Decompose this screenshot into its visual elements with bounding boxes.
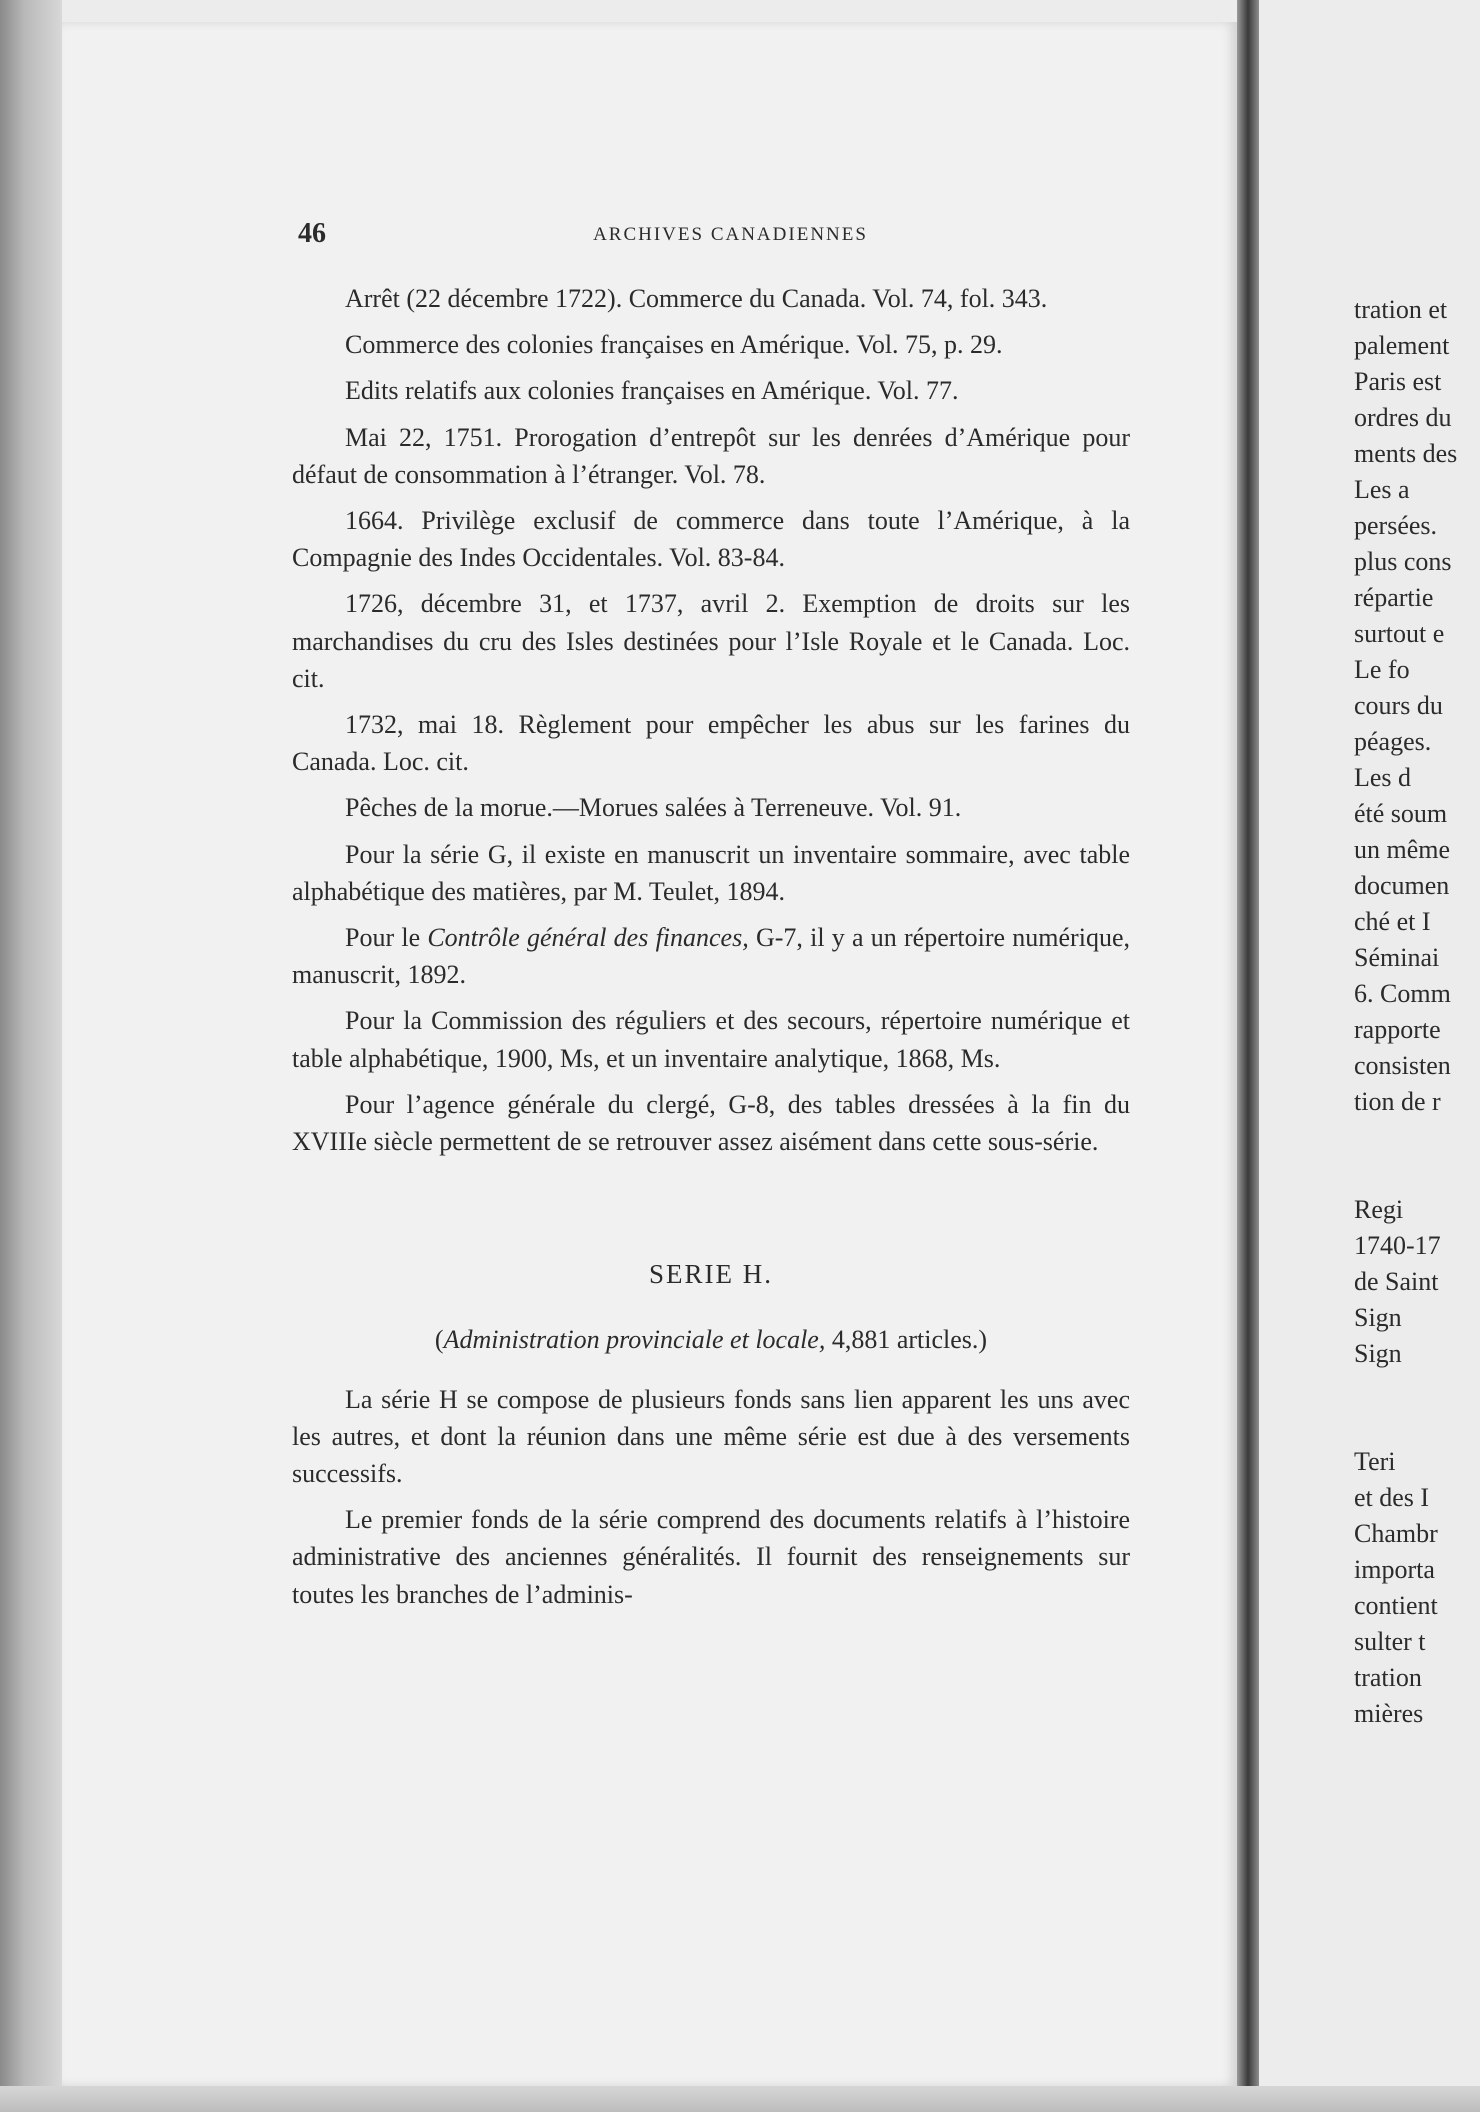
paragraph-1: Arrêt (22 décembre 1722). Commerce du Canada. Vol. 74, fol. 343. — [345, 284, 1048, 313]
right-page-text — [1354, 292, 1480, 1732]
right-page-line: rapporte — [1354, 1015, 1441, 1044]
right-page-line: de Saint — [1354, 1267, 1439, 1296]
right-page-line: tion de r — [1354, 1087, 1441, 1116]
right-page-line: Séminai — [1354, 943, 1440, 972]
right-page-line: surtout e — [1354, 619, 1445, 648]
right-page — [1259, 30, 1480, 2090]
section-subtitle-rest: 4,881 articles.) — [825, 1325, 988, 1355]
right-page-line: tration et — [1354, 295, 1448, 324]
page-number: 46 — [298, 218, 326, 249]
paragraph-10-after: G-7, il y a un répertoire numérique, manuscrit, 1892. — [292, 923, 1130, 990]
right-page-line: ché et I — [1354, 907, 1431, 936]
right-page-line: persées. — [1354, 511, 1438, 540]
right-page-line: palement — [1354, 331, 1450, 360]
paragraph-8: Pêches de la morue.—Morues salées à Terreneuve. Vol. 91. — [345, 793, 962, 823]
right-page-line: Les a — [1354, 475, 1410, 504]
right-page-line: Sign — [1354, 1303, 1402, 1332]
scan-left-edge — [0, 0, 62, 2112]
right-page-line: importa — [1354, 1555, 1435, 1584]
running-title: ARCHIVES CANADIENNES — [593, 224, 868, 245]
right-page-line: 6. Comm — [1354, 979, 1451, 1008]
right-page-line: 1740-17 — [1354, 1231, 1441, 1260]
paragraph-10 — [292, 919, 1130, 993]
right-page-line: sulter t — [1354, 1627, 1426, 1656]
right-page-line: tration — [1354, 1663, 1422, 1692]
paragraph-7: 1732, mai 18. Règlement pour empêcher les abus sur les farines du Canada. Loc. cit. — [292, 710, 1130, 777]
right-page-line: contient — [1354, 1591, 1438, 1620]
paragraph-6: 1726, décembre 31, et 1737, avril 2. Exemption de droits sur les marchandises du cru des Isles destinées pour l’Isle Royale et le Canada. Loc. cit. — [292, 589, 1130, 693]
section-paragraph-1: La série H se compose de plusieurs fonds sans lien apparent les uns avec les autres, et dont la réunion dans une même série est due à des versements successifs. — [292, 1384, 1130, 1489]
paragraph-9: Pour la série G, il existe en manuscrit un inventaire sommaire, avec table alphabétique des matières, par M. Teulet, 1894. — [292, 839, 1130, 906]
right-page-line: Sign — [1354, 1339, 1402, 1368]
section-subtitle-italic: Administration provinciale et locale, — [443, 1325, 826, 1355]
right-page-line: péages. — [1354, 727, 1432, 756]
section-title: SERIE H. — [649, 1259, 773, 1290]
section-paragraph-2: Le premier fonds de la série comprend des documents relatifs à l’histoire administrative des anciennes généralités. Il fournit des renseignements sur toutes les branches de l’adminis- — [292, 1505, 1130, 1609]
paragraph-11: Pour la Commission des réguliers et des secours, répertoire numérique et table alphabétique, 1900, Ms, et un inventaire analytique, 1868, Ms. — [292, 1006, 1130, 1073]
right-page-line: consisten — [1354, 1051, 1451, 1080]
paragraph-2: Commerce des colonies françaises en Amérique. Vol. 75, p. 29. — [345, 330, 1003, 360]
right-page-line: Le fo — [1354, 655, 1410, 684]
paragraph-3: Edits relatifs aux colonies françaises en Amérique. Vol. 77. — [345, 376, 959, 406]
section-subtitle-open: ( — [434, 1325, 444, 1355]
right-page-line: Chambr — [1354, 1519, 1438, 1548]
right-page-line: plus cons — [1354, 547, 1452, 576]
section-subtitle — [292, 1321, 1130, 1358]
right-page-line: un même — [1354, 835, 1451, 864]
book-gutter — [1237, 0, 1259, 2112]
right-page-line: Regi — [1354, 1195, 1404, 1224]
right-page-line — [1354, 1408, 1480, 1444]
right-page-line — [1354, 1372, 1480, 1408]
right-page-line — [1354, 1120, 1480, 1156]
scan-bottom-edge — [0, 2086, 1480, 2112]
right-page-line: ments des — [1354, 439, 1458, 468]
paragraph-10-italic: Contrôle général des finances, — [427, 923, 749, 953]
right-page-line: ordres du — [1354, 403, 1452, 432]
paragraph-4: Mai 22, 1751. Prorogation d’entrepôt sur les denrées d’Amérique pour défaut de consommation à l’étranger. Vol. 78. — [292, 422, 1130, 489]
right-page-line: été soum — [1354, 799, 1448, 828]
right-page-line: cours du — [1354, 691, 1443, 720]
right-page-line: Les d — [1354, 763, 1412, 792]
right-page-line: Paris est — [1354, 367, 1442, 396]
paragraph-12: Pour l’agence générale du clergé, G-8, des tables dressées à la fin du XVIIIe siècle permettent de se retrouver assez aisément dans cette sous-série. — [292, 1089, 1130, 1157]
paragraph-5: 1664. Privilège exclusif de commerce dans toute l’Amérique, à la Compagnie des Indes Occidentales. Vol. 83-84. — [292, 506, 1130, 573]
page-header — [298, 218, 1163, 258]
body-text — [292, 280, 1130, 1622]
right-page-line: répartie — [1354, 583, 1434, 612]
paragraph-10-before: Pour le — [345, 923, 428, 953]
right-page-line: mières — [1354, 1699, 1424, 1728]
right-page-line — [1354, 1156, 1480, 1192]
right-page-line: et des I — [1354, 1483, 1430, 1512]
right-page-line: Teri — [1354, 1447, 1396, 1476]
right-page-line: documen — [1354, 871, 1450, 900]
